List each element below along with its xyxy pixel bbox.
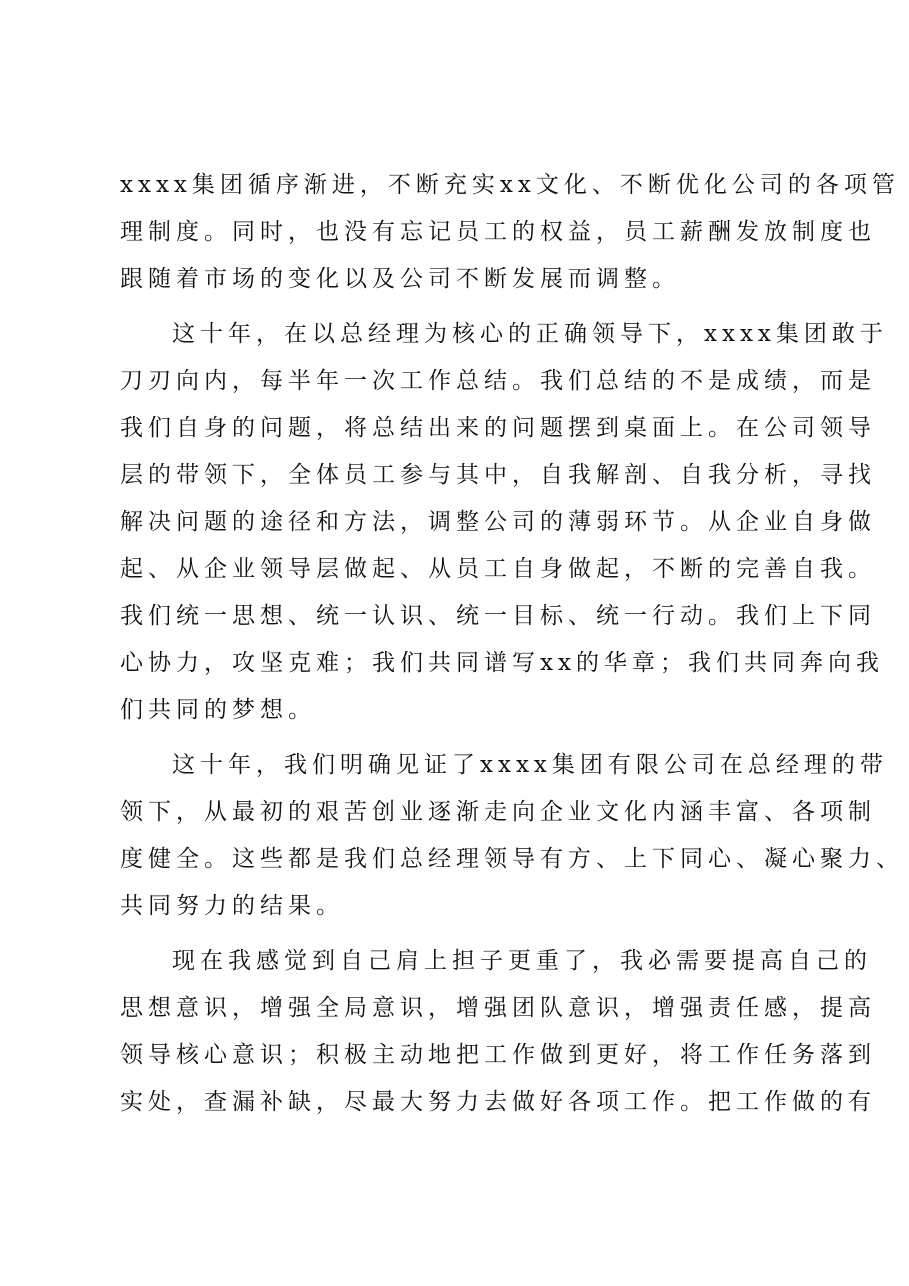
paragraph [120,742,904,930]
text-line: 我们统一思想、统一认识、统一目标、统一行动。我们上下同 [120,603,876,629]
text-line: 刀刃向内，每半年一次工作总结。我们总结的不是成绩，而是 [120,368,876,394]
text-line: 这十年，在以总经理为核心的正确领导下，xxxx集团敢于 [172,321,888,347]
text-line: 思想意识，增强全局意识，增强团队意识，增强责任感，提高 [120,995,876,1021]
text-line: 们共同的梦想。 [120,697,316,723]
text-line: 这十年，我们明确见证了xxxx集团有限公司在总经理的带 [172,752,888,778]
paragraph [120,311,888,734]
text-line: 起、从企业领导层做起、从员工自身做起，不断的完善自我。 [120,556,876,582]
text-line: xxxx集团循序渐进，不断充实xx文化、不断优化公司的各项管 [120,172,900,198]
text-line: 心协力，攻坚克难；我们共同谱写xx的华章；我们共同奔向我 [120,650,884,676]
text-line: 层的带领下，全体员工参与其中，自我解剖、自我分析，寻找 [120,462,876,488]
text-line: 我们自身的问题，将总结出来的问题摆到桌面上。在公司领导 [120,415,876,441]
text-line: 跟随着市场的变化以及公司不断发展而调整。 [120,266,680,292]
text-line: 共同努力的结果。 [120,893,344,919]
paragraph [120,162,900,303]
text-line: 实处，查漏补缺，尽最大努力去做好各项工作。把工作做的有 [120,1089,876,1115]
paragraph [120,938,876,1126]
text-line: 领下，从最初的艰苦创业逐渐走向企业文化内涵丰富、各项制 [120,799,876,825]
text-line: 解决问题的途径和方法，调整公司的薄弱环节。从企业自身做 [120,509,876,535]
text-line: 现在我感觉到自己肩上担子更重了，我必需要提高自己的 [172,948,872,974]
text-line: 度健全。这些都是我们总经理领导有方、上下同心、凝心聚力、 [120,846,904,872]
document-body [120,162,904,1126]
text-line: 理制度。同时，也没有忘记员工的权益，员工薪酬发放制度也 [120,219,876,245]
text-line: 领导核心意识；积极主动地把工作做到更好，将工作任务落到 [120,1042,876,1068]
